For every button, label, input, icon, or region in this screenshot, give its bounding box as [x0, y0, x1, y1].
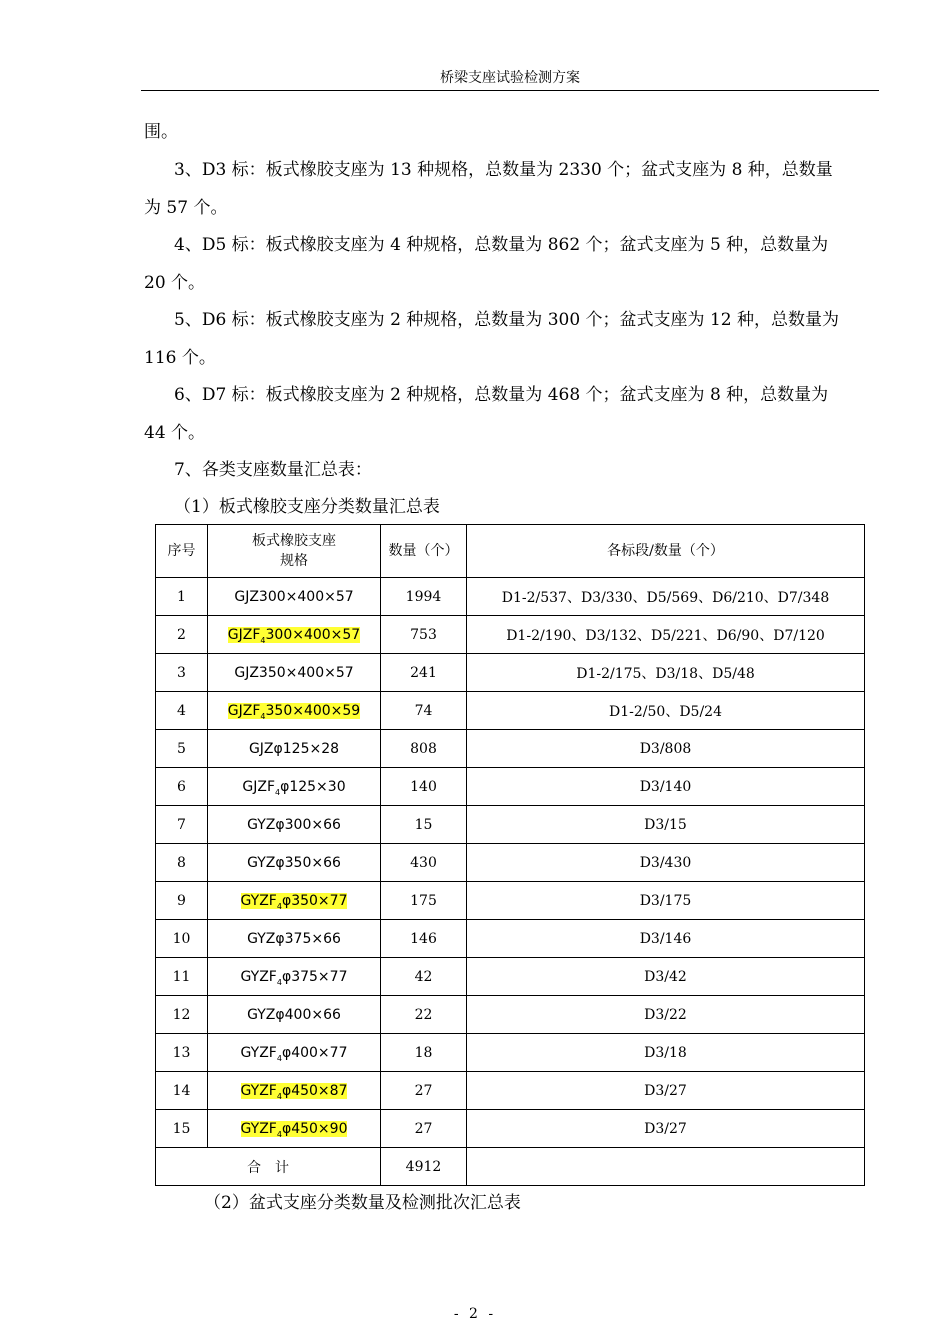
row-qty: 18: [381, 1034, 467, 1072]
row-spec: [208, 844, 381, 882]
row-no: 13: [156, 1034, 208, 1072]
header-spec-line2: 规格: [280, 553, 308, 569]
spec-prefix: GJZF: [227, 626, 261, 643]
row-qty: 74: [381, 692, 467, 730]
row-detail: D3/27: [467, 1110, 865, 1148]
spec-prefix: GYZ: [247, 1006, 276, 1023]
spec-text: [241, 1083, 348, 1099]
spec-prefix: GJZF: [242, 778, 275, 795]
paragraph-summary-heading: [144, 452, 880, 490]
row-qty: 430: [381, 844, 467, 882]
row-spec: [208, 920, 381, 958]
row-no: 12: [156, 996, 208, 1034]
row-detail: D3/430: [467, 844, 865, 882]
row-no: 14: [156, 1072, 208, 1110]
row-qty: 27: [381, 1072, 467, 1110]
spec-text: [247, 855, 341, 871]
table-row: [156, 844, 865, 882]
page-header: [141, 68, 879, 91]
total-detail-empty: [467, 1148, 865, 1186]
row-no: 11: [156, 958, 208, 996]
spec-text: [241, 893, 348, 909]
table-total-row: [156, 1148, 865, 1186]
row-qty: 42: [381, 958, 467, 996]
row-detail: D3/808: [467, 730, 865, 768]
header-no: 序号: [156, 525, 208, 578]
table-row: [156, 768, 865, 806]
spec-dimensions: 350×400×57: [258, 664, 354, 681]
row-spec: [208, 730, 381, 768]
row-detail: D1-2/175、D3/18、D5/48: [467, 654, 865, 692]
spec-dimensions: φ400×77: [281, 1044, 348, 1061]
spec-dimensions: φ125×28: [273, 740, 340, 757]
row-no: 10: [156, 920, 208, 958]
spec-dimensions: φ450×90: [281, 1120, 348, 1137]
header-detail: 各标段/数量（个）: [467, 525, 865, 578]
spec-subscript: 4: [276, 1091, 282, 1101]
table-row: [156, 616, 865, 654]
paragraph-line: 围。: [144, 122, 178, 142]
row-detail: D3/175: [467, 882, 865, 920]
spec-text: [247, 817, 341, 833]
table-row: [156, 692, 865, 730]
table-body: [156, 525, 865, 1186]
spec-dimensions: φ300×66: [275, 816, 341, 833]
spec-prefix: GYZ: [247, 930, 276, 947]
row-spec: [208, 1072, 381, 1110]
row-detail: D1-2/190、D3/132、D5/221、D6/90、D7/120: [467, 616, 865, 654]
spec-subscript: 4: [276, 977, 282, 987]
row-no: 9: [156, 882, 208, 920]
row-spec: [208, 616, 381, 654]
bearing-summary-table-wrap: [155, 524, 865, 1186]
row-detail: D3/146: [467, 920, 865, 958]
table-caption-2: （2）盆式支座分类数量及检测批次汇总表: [204, 1193, 521, 1213]
paragraph-0: [144, 114, 880, 152]
table-row: [156, 1110, 865, 1148]
paragraph-line: 116 个。: [144, 347, 216, 368]
row-spec: [208, 1034, 381, 1072]
total-label: 合 计: [156, 1148, 381, 1186]
row-detail: D3/15: [467, 806, 865, 844]
spec-prefix: GYZF: [240, 968, 277, 985]
paragraph-line: 4、D5 标：板式橡胶支座为 4 种规格，总数量为 862 个；盆式支座为 5 种，总数量为: [174, 235, 829, 255]
row-spec: [208, 806, 381, 844]
row-no: 15: [156, 1110, 208, 1148]
table-row: [156, 730, 865, 768]
row-qty: 140: [381, 768, 467, 806]
row-spec: [208, 654, 381, 692]
row-detail: D3/22: [467, 996, 865, 1034]
paragraph-line: 为 57 个。: [144, 197, 228, 218]
spec-prefix: GJZ: [234, 588, 259, 605]
row-qty: 146: [381, 920, 467, 958]
row-no: 1: [156, 578, 208, 616]
row-no: 8: [156, 844, 208, 882]
row-no: 2: [156, 616, 208, 654]
row-qty: 808: [381, 730, 467, 768]
spec-subscript: 4: [276, 1129, 282, 1139]
row-detail: D1-2/50、D5/24: [467, 692, 865, 730]
row-spec: [208, 996, 381, 1034]
row-qty: 175: [381, 882, 467, 920]
paragraph-line: 44 个。: [144, 422, 206, 443]
header-title: 桥梁支座试验检测方案: [440, 70, 580, 86]
spec-prefix: GYZF: [240, 1120, 277, 1137]
spec-dimensions: φ350×77: [281, 892, 348, 909]
spec-prefix: GJZ: [248, 740, 274, 757]
row-detail: D1-2/537、D3/330、D5/569、D6/210、D7/348: [467, 578, 865, 616]
row-qty: 1994: [381, 578, 467, 616]
paragraph-line: 5、D6 标：板式橡胶支座为 2 种规格，总数量为 300 个；盆式支座为 12 种，总数量为: [174, 310, 839, 330]
table-row: [156, 806, 865, 844]
table-row: [156, 920, 865, 958]
spec-text: [234, 589, 353, 605]
spec-dimensions: 300×400×57: [265, 626, 361, 643]
spec-dimensions: 300×400×57: [258, 588, 354, 605]
row-detail: D3/140: [467, 768, 865, 806]
row-qty: 22: [381, 996, 467, 1034]
paragraph-d5: [144, 227, 880, 302]
spec-dimensions: φ125×30: [280, 778, 346, 795]
spec-dimensions: φ450×87: [281, 1082, 348, 1099]
spec-text: [241, 1121, 348, 1137]
spec-subscript: 4: [276, 901, 282, 911]
spec-text: [228, 627, 360, 643]
spec-subscript: 4: [260, 635, 266, 645]
row-spec: [208, 958, 381, 996]
spec-dimensions: φ375×77: [281, 968, 348, 985]
paragraph-d6: [144, 302, 880, 377]
spec-subscript: 4: [260, 711, 266, 721]
spec-text: [247, 931, 341, 947]
spec-prefix: GYZ: [247, 816, 276, 833]
table-caption-1: [144, 489, 880, 527]
spec-text: [228, 703, 360, 719]
row-spec: [208, 768, 381, 806]
spec-text: [234, 665, 353, 681]
header-qty: 数量（个）: [381, 525, 467, 578]
spec-text: [247, 1007, 341, 1023]
spec-prefix: GYZ: [247, 854, 276, 871]
row-no: 6: [156, 768, 208, 806]
spec-prefix: GJZF: [227, 702, 261, 719]
bearing-summary-table: [155, 524, 865, 1186]
spec-dimensions: 350×400×59: [265, 702, 361, 719]
spec-prefix: GJZ: [234, 664, 259, 681]
paragraph-line: （1）板式橡胶支座分类数量汇总表: [174, 497, 440, 517]
table-row: [156, 882, 865, 920]
table-row: [156, 654, 865, 692]
row-no: 7: [156, 806, 208, 844]
spec-text: [241, 969, 348, 985]
paragraph-line: 6、D7 标：板式橡胶支座为 2 种规格，总数量为 468 个；盆式支座为 8 种，总数量为: [174, 385, 829, 405]
spec-subscript: 4: [276, 1053, 282, 1063]
total-qty: 4912: [381, 1148, 467, 1186]
spec-text: [249, 741, 339, 757]
row-qty: 241: [381, 654, 467, 692]
paragraph-d3: [144, 152, 880, 227]
paragraph-line: 3、D3 标：板式橡胶支座为 13 种规格，总数量为 2330 个；盆式支座为 8 种，总数量: [174, 160, 833, 180]
row-qty: 27: [381, 1110, 467, 1148]
row-detail: D3/18: [467, 1034, 865, 1072]
paragraph-line: 7、各类支座数量汇总表：: [174, 460, 372, 480]
spec-dimensions: φ375×66: [275, 930, 341, 947]
row-spec: [208, 692, 381, 730]
row-qty: 15: [381, 806, 467, 844]
page-number: - 2 -: [453, 1306, 497, 1322]
paragraph-d7: [144, 377, 880, 452]
row-spec: [208, 882, 381, 920]
spec-text: [241, 1045, 348, 1061]
table-row: [156, 996, 865, 1034]
row-qty: 753: [381, 616, 467, 654]
header-spec: [208, 525, 381, 578]
row-detail: D3/27: [467, 1072, 865, 1110]
spec-dimensions: φ400×66: [275, 1006, 341, 1023]
spec-prefix: GYZF: [240, 1044, 277, 1061]
row-no: 5: [156, 730, 208, 768]
spec-text: [242, 779, 345, 795]
paragraph-line: 20 个。: [144, 272, 206, 293]
row-spec: [208, 578, 381, 616]
header-spec-line1: 板式橡胶支座: [252, 533, 336, 549]
spec-subscript: 4: [275, 787, 281, 797]
table-row: [156, 1072, 865, 1110]
spec-prefix: GYZF: [240, 1082, 277, 1099]
row-no: 3: [156, 654, 208, 692]
table-row: [156, 958, 865, 996]
table-row: [156, 1034, 865, 1072]
table-row: [156, 578, 865, 616]
table-header-row: [156, 525, 865, 578]
row-spec: [208, 1110, 381, 1148]
spec-prefix: GYZF: [240, 892, 277, 909]
spec-dimensions: φ350×66: [275, 854, 341, 871]
row-detail: D3/42: [467, 958, 865, 996]
row-no: 4: [156, 692, 208, 730]
